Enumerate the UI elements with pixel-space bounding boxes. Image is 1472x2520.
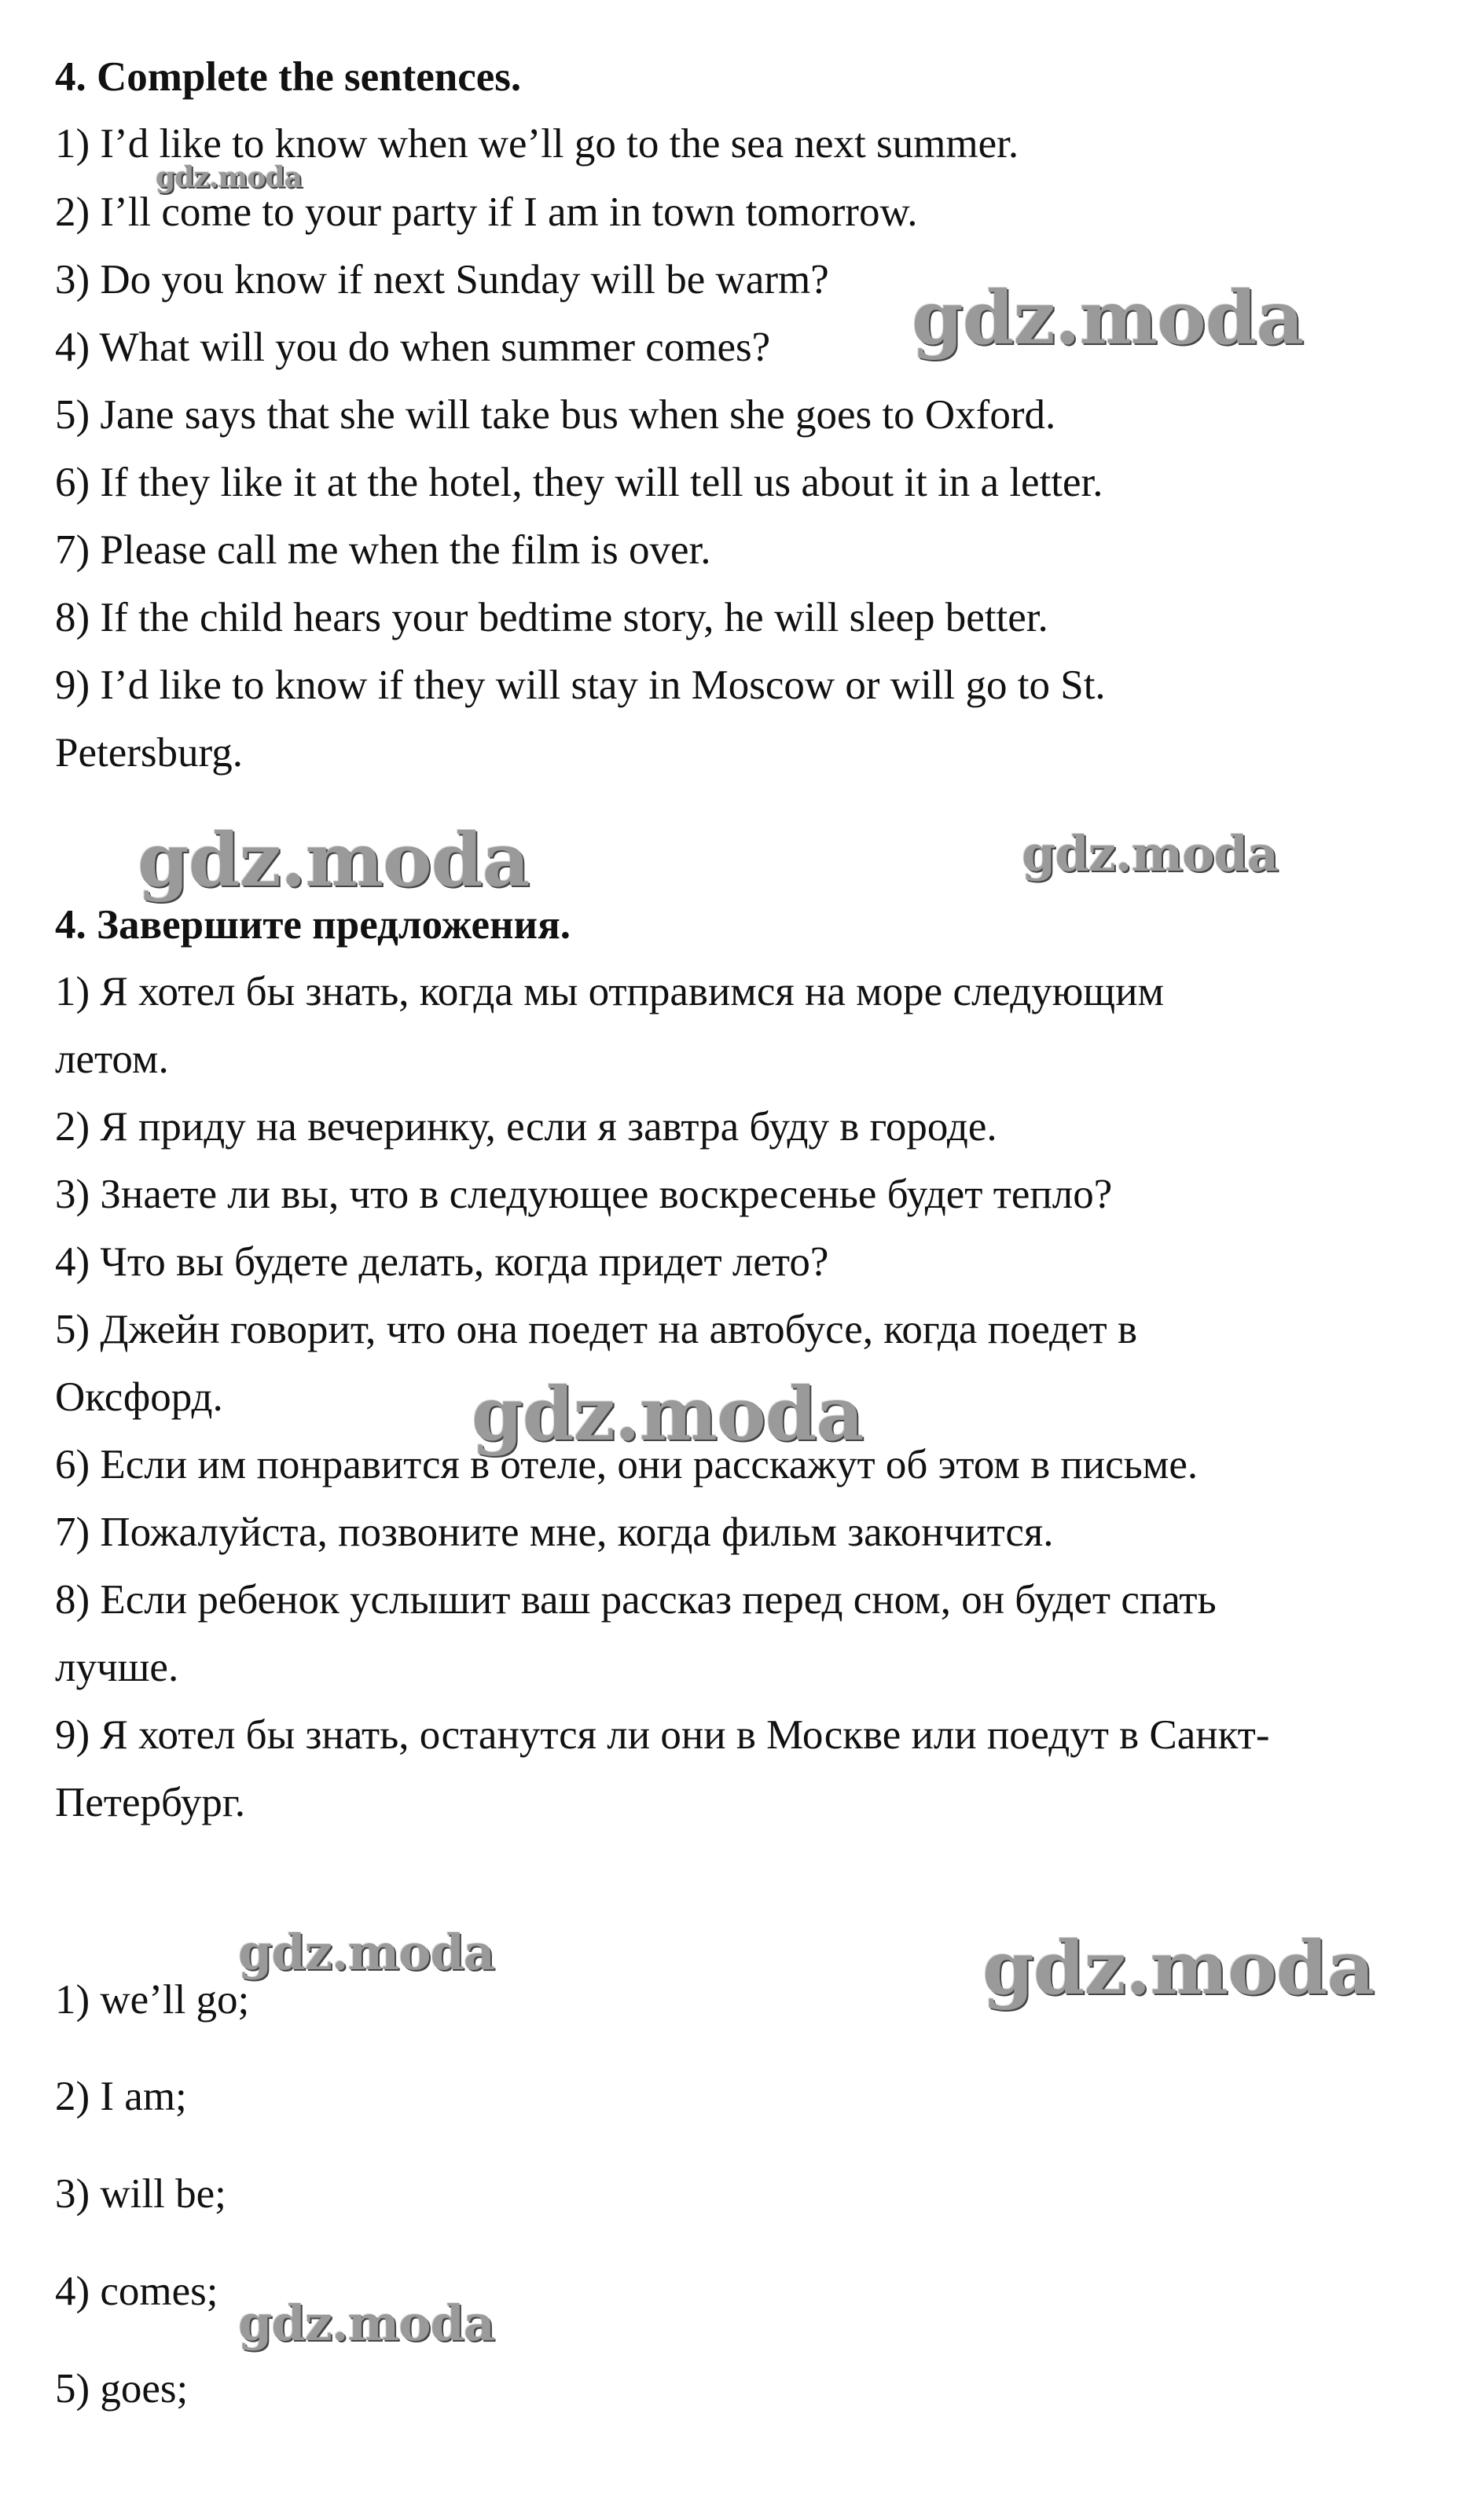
- answer-5: 5) goes;: [55, 2366, 189, 2412]
- english-line-10: Petersburg.: [55, 730, 243, 776]
- watermark: gdz.moda: [472, 1371, 864, 1458]
- russian-line-13: Петербург.: [55, 1780, 245, 1825]
- russian-line-6: 5) Джейн говорит, что она поедет на автобусе, когда поедет в: [55, 1307, 1137, 1352]
- watermark: gdz.moda: [982, 1925, 1375, 2012]
- english-line-8: 8) If the child hears your bedtime story, he will sleep better.: [55, 595, 1048, 640]
- watermark: gdz.moda: [238, 2294, 494, 2352]
- watermark: gdz.moda: [138, 817, 530, 904]
- english-line-2: 2) I’ll come to your party if I am in town tomorrow.: [55, 189, 918, 235]
- russian-heading: 4. Завершите предложения.: [55, 902, 571, 948]
- russian-line-9: 7) Пожалуйста, позвоните мне, когда фильм закончится.: [55, 1509, 1054, 1555]
- english-line-9: 9) I’d like to know if they will stay in Moscow or will go to St.: [55, 662, 1106, 708]
- english-heading: 4. Complete the sentences.: [55, 54, 522, 100]
- russian-line-3: 2) Я приду на вечеринку, если я завтра буду в городе.: [55, 1104, 997, 1150]
- english-line-3: 3) Do you know if next Sunday will be warm?: [55, 257, 829, 303]
- watermark: gdz.moda: [238, 1924, 494, 1981]
- english-line-7: 7) Please call me when the film is over.: [55, 527, 711, 573]
- russian-line-1: 1) Я хотел бы знать, когда мы отправимся на море следующим: [55, 969, 1165, 1014]
- russian-line-2: летом.: [55, 1036, 169, 1082]
- russian-line-7: Оксфорд.: [55, 1374, 223, 1420]
- russian-line-8: 6) Если им понравится в отеле, они расскажут об этом в письме.: [55, 1442, 1199, 1487]
- watermark: gdz.moda: [156, 161, 302, 194]
- russian-line-10: 8) Если ребенок услышит ваш рассказ перед сном, он будет спать: [55, 1577, 1217, 1623]
- answer-4: 4) comes;: [55, 2269, 218, 2314]
- answer-3: 3) will be;: [55, 2171, 226, 2217]
- watermark: gdz.moda: [1022, 825, 1278, 882]
- english-line-1: 1) I’d like to know when we’ll go to the sea next summer.: [55, 121, 1019, 167]
- english-line-4: 4) What will you do when summer comes?: [55, 325, 771, 370]
- russian-line-5: 4) Что вы будете делать, когда придет лето?: [55, 1239, 829, 1285]
- russian-line-11: лучше.: [55, 1645, 179, 1690]
- russian-line-4: 3) Знаете ли вы, что в следующее воскресенье будет тепло?: [55, 1172, 1113, 1217]
- answer-2: 2) I am;: [55, 2074, 187, 2119]
- answer-1: 1) we’ll go;: [55, 1977, 250, 2023]
- watermark: gdz.moda: [912, 275, 1304, 361]
- english-line-5: 5) Jane says that she will take bus when she goes to Oxford.: [55, 392, 1056, 438]
- english-line-6: 6) If they like it at the hotel, they will tell us about it in a letter.: [55, 460, 1103, 505]
- russian-line-12: 9) Я хотел бы знать, останутся ли они в Москве или поедут в Санкт-: [55, 1712, 1270, 1758]
